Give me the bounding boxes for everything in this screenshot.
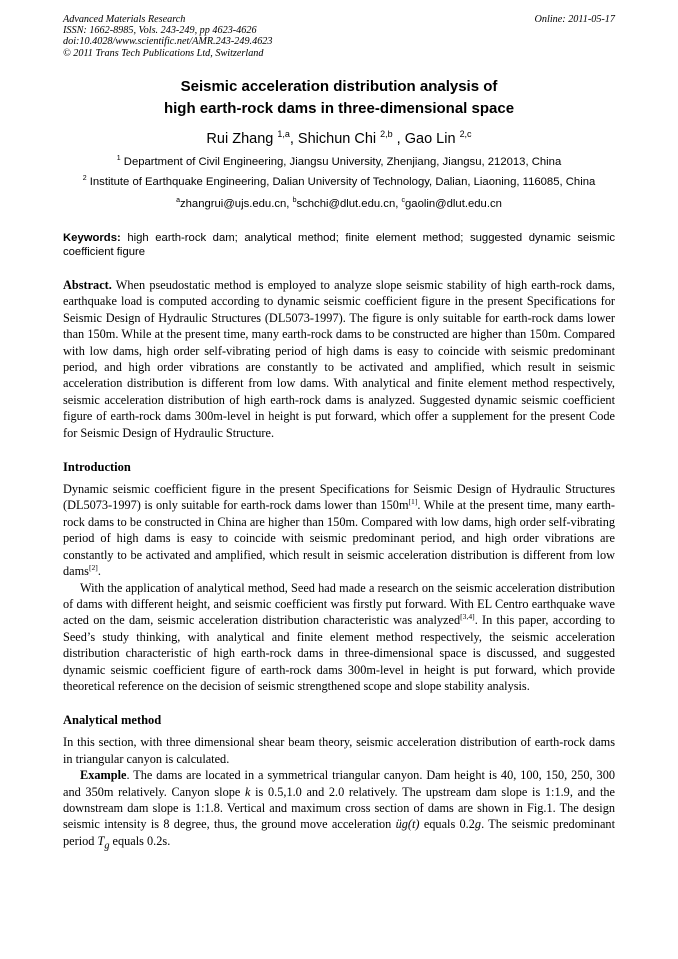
email-mark: a (176, 197, 180, 205)
abstract-label: Abstract. (63, 278, 112, 292)
email-link[interactable]: gaolin@dlut.edu.cn (405, 198, 502, 210)
example-paragraph (63, 767, 615, 854)
online-date: Online: 2011-05-17 (534, 14, 615, 25)
abstract-text: When pseudostatic method is employed to analyze slope seismic stability of high earth-rock dams, earthquake load is computed according to dynamic seismic coefficient figure in the present Specifications for Seismic Design of Hydraulic Structures (DL5073-1997). The figure is only suitable for earth-rock dams lower than 150m. While at the present time, many earth-rock dams to be constructed are higher than 150m. Compared with low dams, high order self-vibrating period of high dams is easy to coincide with seismic predominant period, and high order vibrations are constantly to be activated and amplified, which result in seismic acceleration distribution is different from low dams. With analytical and finite element method respectively, seismic acceleration distribution of high earth-rock dams is analyzed. Suggested dynamic seismic coefficient figure of earth-rock dams 300m-level in height is put forward, which offer a supplement for the present Code for Seismic Design of Hydraulic Structure. (63, 278, 615, 440)
author-separator: , (392, 131, 405, 147)
math-symbol: g (474, 817, 482, 832)
author-affil-mark: 1,a (277, 129, 290, 140)
keywords (63, 232, 615, 259)
analytical-paragraph-1: In this section, with three dimensional shear beam theory, seismic acceleration distribution of earth-rock dams in triangular canyon is calculated. (63, 735, 615, 766)
paragraph-text: . In this paper, according to Seed’s study thinking, with analytical and finite element method respectively, the seismic acceleration distribution characteristic of high earth-rock dams in three-dimensional space is discussed, and suggested dynamic seismic coefficient figure of earth-rock dams 300m-level in height is put forward, which provide theoretical reference on the decision of seismic strengthened scope and slope stability analysis. (63, 613, 616, 693)
keywords-text: high earth-rock dam; analytical method; finite element method; suggested dynamic seismic coefficient figure (63, 232, 615, 258)
author-emails (63, 196, 615, 212)
paragraph-text: equals 0.2 (419, 817, 475, 832)
intro-paragraph-1 (63, 481, 615, 579)
paragraph-text: . The dams are located in a symmetrical triangular canyon. Dam height is 40, 100, 150, 250, 300 and 350m relatively. Canyon slope (63, 768, 615, 799)
math-symbol: k (245, 784, 251, 799)
author-separator: , (289, 131, 298, 147)
email-mark: c (401, 197, 406, 205)
citation[interactable]: [1] (408, 497, 418, 507)
intro-paragraph-2 (63, 580, 615, 695)
keywords-label: Keywords: (63, 232, 121, 244)
paragraph-text: equals 0.2s. (109, 833, 171, 848)
journal-header (63, 14, 615, 62)
citation[interactable]: [2] (88, 563, 98, 572)
example-label: Example (80, 768, 127, 783)
paragraph-text: is 0.5,1.0 and 2.0 relatively. The upstream dam slope is 1:1.9, and the downstream dam slope is 1:1.8. Vertical and maximum cross section of dams are shown in Fig.1. The design seismic intensity is 8 degree, thus, the ground move acceleration (63, 784, 616, 832)
copyright-line: © 2011 Trans Tech Publications Ltd, Switzerland (63, 47, 264, 59)
paragraph-text: . (97, 564, 101, 579)
issn-line: ISSN: 1662-8985, Vols. 243-249, pp 4623-4626 (63, 25, 257, 37)
affiliation-text: Department of Civil Engineering, Jiangsu University, Zhenjiang, Jiangsu, 212013, China (120, 156, 562, 168)
section-heading-introduction: Introduction (63, 460, 131, 475)
doi-line: doi:10.4028/www.scientific.net/AMR.243-249.4623 (63, 36, 273, 48)
email-link[interactable]: schchi@dlut.edu.cn, (296, 198, 402, 210)
paper-page (63, 14, 615, 855)
author-list (63, 130, 615, 148)
paper-title (63, 76, 615, 120)
paragraph-text: Dynamic seismic coefficient figure in the present Specifications for Seismic Design of Hydraulic Structures (DL5073-1997) is only suitable for earth-rock dams lower than 150m (63, 482, 615, 513)
title-line-2: high earth-rock dams in three-dimensional space (163, 100, 515, 117)
section-heading-analytical-method: Analytical method (63, 713, 162, 728)
affiliation-2 (63, 174, 615, 190)
affiliation-number: 1 (116, 155, 121, 163)
math-symbol: T (97, 833, 105, 848)
affiliation-number: 2 (82, 175, 87, 183)
title-line-1: Seismic acceleration distribution analysis of (180, 78, 498, 95)
math-expression: üg(t) (395, 817, 420, 832)
paragraph-text: . The seismic predominant period (63, 817, 615, 848)
email-mark: b (292, 197, 297, 205)
email-link[interactable]: zhangrui@ujs.edu.cn, (179, 198, 293, 210)
author-name: Rui Zhang (206, 131, 278, 147)
affiliation-text: Institute of Earthquake Engineering, Dalian University of Technology, Dalian, Liaoning, 116085, China (86, 176, 596, 188)
author-name: Gao Lin (404, 131, 460, 147)
paragraph-text: . While at the present time, many earth-rock dams to be constructed in China are higher than 150m. Compared with low dams, high order self-vibrating period of high dams is easy to coincide with seismic predominant period, and high order vibrations are constantly to be activated and amplified, which result in seismic acceleration distribution is different from low dams (63, 498, 615, 579)
abstract (63, 277, 615, 441)
author-affil-mark: 2,c (459, 129, 472, 140)
affiliation-1 (63, 154, 615, 170)
author-affil-mark: 2,b (380, 129, 393, 140)
citation[interactable]: [3,4] (460, 612, 475, 622)
math-subscript: g (104, 840, 110, 852)
paragraph-text: With the application of analytical method, Seed had made a research on the seismic acceleration distribution of dams with different height, and seismic coefficient was firstly put forward. With EL Centro earthquake wave acted on the dam, seismic acceleration distribution characteristic was analyzed (63, 580, 615, 628)
author-name: Shichun Chi (297, 131, 381, 147)
journal-name: Advanced Materials Research (63, 14, 186, 25)
